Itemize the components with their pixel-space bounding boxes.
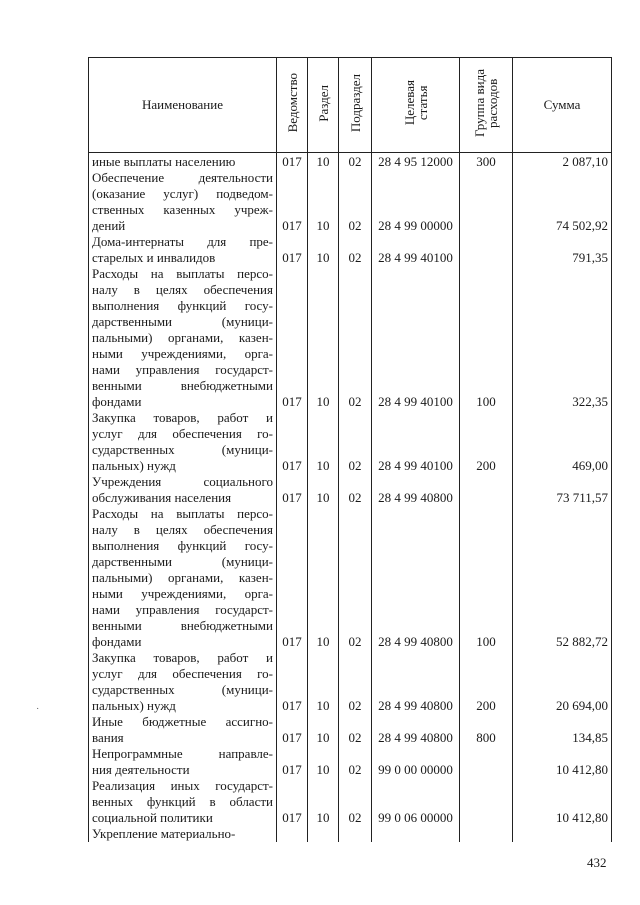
row-amount: 469,00 (513, 410, 612, 474)
row-subsection: 02 (339, 746, 372, 778)
row-subsection: 02 (339, 778, 372, 826)
row-group: 200 (460, 410, 513, 474)
table-row (89, 170, 612, 234)
name-line: пальными) органами, казен- (92, 570, 273, 585)
row-subsection: 02 (339, 170, 372, 234)
row-group: 300 (460, 153, 513, 171)
row-name (89, 474, 277, 506)
row-section: 10 (308, 714, 339, 746)
row-target: 28 4 99 40800 (372, 506, 460, 650)
row-section: 10 (308, 778, 339, 826)
row-name (89, 153, 277, 171)
row-section: 10 (308, 506, 339, 650)
table-body (89, 153, 612, 843)
table-row (89, 153, 612, 171)
name-line: сударственных (муници- (92, 442, 273, 457)
row-dept (277, 826, 308, 842)
row-subsection: 02 (339, 474, 372, 506)
table-header-row (89, 58, 612, 153)
row-dept: 017 (277, 170, 308, 234)
row-name (89, 266, 277, 410)
name-line: старелых и инвалидов (92, 250, 216, 265)
name-line: вания (92, 730, 124, 745)
row-dept: 017 (277, 506, 308, 650)
name-line: фондами (92, 634, 142, 649)
name-line: фондами (92, 394, 142, 409)
name-line: пальных) нужд (92, 458, 176, 473)
table-row (89, 826, 612, 842)
row-group (460, 474, 513, 506)
row-subsection: 02 (339, 234, 372, 266)
name-line: Обеспечение деятельности (92, 170, 273, 185)
header-target: Целевая статья (372, 58, 460, 153)
row-amount: 134,85 (513, 714, 612, 746)
name-line: дарственными (муници- (92, 554, 273, 569)
name-line: нами управления государст- (92, 362, 273, 377)
row-amount: 52 882,72 (513, 506, 612, 650)
header-amount: Сумма (513, 58, 612, 153)
name-line: ными учреждениями, орга- (92, 346, 273, 361)
row-amount: 2 087,10 (513, 153, 612, 171)
name-line: Реализация иных государст- (92, 778, 273, 793)
page-number: 432 (587, 855, 607, 870)
row-group (460, 170, 513, 234)
row-group: 100 (460, 266, 513, 410)
row-name (89, 746, 277, 778)
row-amount: 322,35 (513, 266, 612, 410)
row-subsection: 02 (339, 153, 372, 171)
name-line: ными учреждениями, орга- (92, 586, 273, 601)
row-dept: 017 (277, 746, 308, 778)
row-group (460, 746, 513, 778)
name-line: дарственными (муници- (92, 314, 273, 329)
row-name (89, 234, 277, 266)
row-target: 28 4 95 12000 (372, 153, 460, 171)
name-line: (оказание услуг) подведом- (92, 186, 273, 201)
header-subsection: Подраздел (339, 58, 372, 153)
name-line: нами управления государст- (92, 602, 273, 617)
row-section: 10 (308, 170, 339, 234)
header-section: Раздел (308, 58, 339, 153)
row-group (460, 826, 513, 842)
row-dept: 017 (277, 714, 308, 746)
table-row (89, 474, 612, 506)
name-line: Иные бюджетные ассигно- (92, 714, 273, 729)
row-group: 200 (460, 650, 513, 714)
budget-table (88, 57, 612, 842)
row-amount: 20 694,00 (513, 650, 612, 714)
row-section: 10 (308, 234, 339, 266)
name-line: ния деятельности (92, 762, 190, 777)
name-line: Закупка товаров, работ и (92, 650, 273, 665)
name-line: сударственных (муници- (92, 682, 273, 697)
name-line: венными внебюджетными (92, 378, 273, 393)
row-name (89, 650, 277, 714)
scan-mark: ˙ (36, 707, 40, 718)
name-line: венных функций в области (92, 794, 273, 809)
name-line: Дома-интернаты для пре- (92, 234, 273, 249)
row-section: 10 (308, 410, 339, 474)
row-name (89, 410, 277, 474)
table-row (89, 234, 612, 266)
row-subsection: 02 (339, 410, 372, 474)
row-target: 28 4 99 40100 (372, 266, 460, 410)
name-line: социальной политики (92, 810, 213, 825)
row-dept: 017 (277, 650, 308, 714)
row-subsection: 02 (339, 506, 372, 650)
name-line: пальными) органами, казен- (92, 330, 273, 345)
row-group: 100 (460, 506, 513, 650)
name-line: венными внебюджетными (92, 618, 273, 633)
name-line: налу в целях обеспечения (92, 522, 273, 537)
table-row (89, 266, 612, 410)
row-target: 99 0 06 00000 (372, 778, 460, 826)
row-dept: 017 (277, 266, 308, 410)
row-group (460, 234, 513, 266)
name-line: услуг для обеспечения го- (92, 426, 273, 441)
row-section: 10 (308, 746, 339, 778)
row-target: 99 0 00 00000 (372, 746, 460, 778)
header-group: Группа вида расходов (460, 58, 513, 153)
table-row (89, 778, 612, 826)
table-row (89, 410, 612, 474)
row-name (89, 778, 277, 826)
row-dept: 017 (277, 153, 308, 171)
name-line: пальных) нужд (92, 698, 176, 713)
table-row (89, 650, 612, 714)
row-section: 10 (308, 650, 339, 714)
row-subsection: 02 (339, 266, 372, 410)
row-amount: 10 412,80 (513, 746, 612, 778)
row-subsection (339, 826, 372, 842)
table-row (89, 506, 612, 650)
header-dept: Ведомство (277, 58, 308, 153)
name-line: ственных казенных учреж- (92, 202, 273, 217)
row-dept: 017 (277, 778, 308, 826)
name-line: Расходы на выплаты персо- (92, 506, 273, 521)
name-line: выполнения функций госу- (92, 298, 273, 313)
row-target: 28 4 99 40800 (372, 714, 460, 746)
name-line: обслуживания населения (92, 490, 232, 505)
row-subsection: 02 (339, 650, 372, 714)
row-amount: 74 502,92 (513, 170, 612, 234)
name-line: Укрепление материально- (92, 826, 236, 841)
row-dept: 017 (277, 234, 308, 266)
name-line: Учреждения социального (92, 474, 273, 489)
header-name: Наименование (89, 58, 277, 153)
row-target: 28 4 99 40800 (372, 474, 460, 506)
row-section: 10 (308, 153, 339, 171)
name-line: иные выплаты населению (92, 154, 236, 169)
row-amount: 10 412,80 (513, 778, 612, 826)
row-target (372, 826, 460, 842)
name-line: Непрограммные направле- (92, 746, 273, 761)
row-subsection: 02 (339, 714, 372, 746)
name-line: дений (92, 218, 126, 233)
row-dept: 017 (277, 474, 308, 506)
row-group (460, 778, 513, 826)
row-name (89, 170, 277, 234)
row-target: 28 4 99 40800 (372, 650, 460, 714)
name-line: выполнения функций госу- (92, 538, 273, 553)
row-target: 28 4 99 40100 (372, 234, 460, 266)
table-row (89, 714, 612, 746)
name-line: налу в целях обеспечения (92, 282, 273, 297)
row-name (89, 714, 277, 746)
row-amount: 791,35 (513, 234, 612, 266)
row-amount (513, 826, 612, 842)
row-name (89, 506, 277, 650)
row-target: 28 4 99 00000 (372, 170, 460, 234)
row-group: 800 (460, 714, 513, 746)
row-dept: 017 (277, 410, 308, 474)
table-row (89, 746, 612, 778)
row-section: 10 (308, 266, 339, 410)
row-amount: 73 711,57 (513, 474, 612, 506)
name-line: Расходы на выплаты персо- (92, 266, 273, 281)
row-section (308, 826, 339, 842)
row-section: 10 (308, 474, 339, 506)
row-target: 28 4 99 40100 (372, 410, 460, 474)
row-name (89, 826, 277, 842)
name-line: услуг для обеспечения го- (92, 666, 273, 681)
name-line: Закупка товаров, работ и (92, 410, 273, 425)
